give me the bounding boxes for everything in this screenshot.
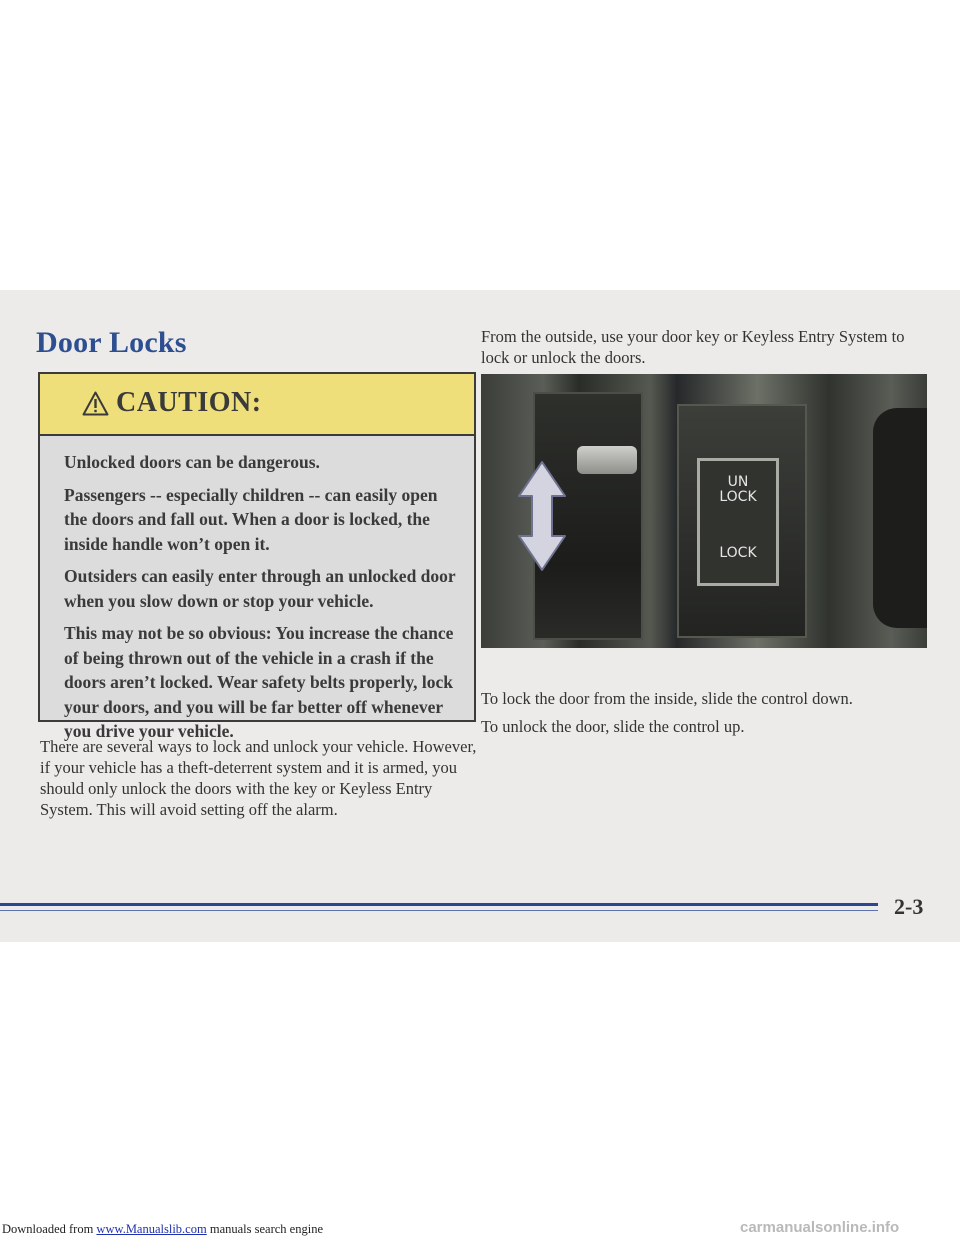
- section-title: Door Locks: [36, 326, 187, 359]
- lock-caption: To lock the door from the inside, slide the control down.: [481, 689, 853, 708]
- caution-header: [40, 374, 474, 436]
- caution-title: CAUTION:: [116, 387, 262, 418]
- caution-paragraph: Unlocked doors can be dangerous.: [64, 452, 320, 472]
- caution-box: [38, 372, 476, 741]
- watermark: carmanualsonline.info: [740, 1219, 900, 1236]
- lock-methods-paragraph: There are several ways to lock and unlock your vehicle. However, if your vehicle has a theft-deterrent system and it is armed, you should only unlock the doors with the key or Keyless Entry System. This will avoid setting off the alarm.: [40, 737, 477, 819]
- lock-switch-panel: [697, 458, 779, 586]
- caution-paragraph: Outsiders can easily enter through an unlocked door when you slow down or stop your vehicle.: [64, 566, 456, 611]
- caution-text: [64, 450, 464, 752]
- door-handle: [577, 446, 637, 474]
- footer-suffix: manuals search engine: [206, 1222, 323, 1236]
- caution-paragraph: Passengers -- especially children -- can easily open the doors and fall out. When a door is locked, the inside handle won’t open it.: [64, 484, 438, 554]
- warning-triangle-icon: [82, 391, 109, 416]
- unlock-label: UN LOCK: [719, 474, 757, 505]
- up-down-arrow-icon: [517, 460, 567, 572]
- lock-label: LOCK: [719, 545, 757, 561]
- outside-lock-paragraph: From the outside, use your door key or Keyless Entry System to lock or unlock the doors.: [481, 327, 905, 367]
- download-footer: [2, 1222, 323, 1237]
- door-armrest: [873, 408, 927, 628]
- footer-prefix: Downloaded from: [2, 1222, 97, 1236]
- page-number: 2-3: [894, 894, 924, 919]
- footer-rule: [0, 903, 878, 906]
- manualslib-link[interactable]: www.Manualslib.com: [96, 1222, 207, 1236]
- unlock-caption: To unlock the door, slide the control up.: [481, 717, 745, 736]
- footer-rule-thin: [0, 910, 878, 911]
- door-lock-control-photo: [481, 374, 927, 648]
- caution-paragraph: This may not be so obvious: You increase the chance of being thrown out of the vehicle in a crash if the doors aren’t locked. Wear safety belts properly, lock your doors, and you will be far better off whenever you drive your vehicle.: [64, 623, 454, 741]
